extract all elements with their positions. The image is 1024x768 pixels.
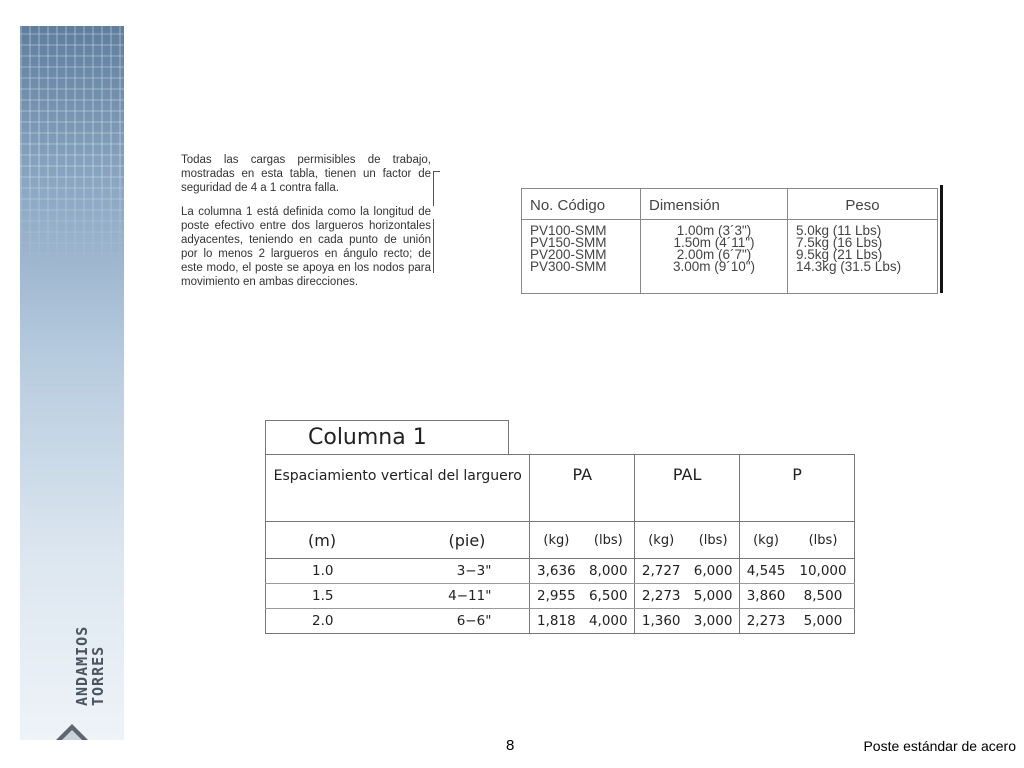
pa-kg: 2,955 xyxy=(530,584,582,609)
pa-kg: 3,636 xyxy=(530,559,582,584)
unit-lbs: (lbs) xyxy=(792,522,854,559)
unit-lbs: (lbs) xyxy=(582,522,634,559)
table-row xyxy=(266,559,855,584)
notes-paragraph-2: La columna 1 está definida como la longitud de poste efectivo entre dos largueros horizontales adyacentes, teniendo en cada punto de unión por lo menos 2 largueros en ángulo recto; de este modo, el poste se apoya en los nodos para movimiento en ambas direcciones. xyxy=(181,206,431,288)
header-code: No. Código xyxy=(522,189,641,220)
product-table xyxy=(521,188,938,294)
pal-kg: 1,360 xyxy=(641,613,681,629)
dimension-cell: 1.00m (3´3") xyxy=(676,223,752,238)
spacing-m: 1.5 xyxy=(266,584,391,609)
group-header-p: P xyxy=(740,455,855,522)
weight-cell: 7.5kg (16 Lbs) xyxy=(796,235,883,250)
unit-m: (m) xyxy=(266,522,391,559)
table-title: Columna 1 xyxy=(265,420,509,454)
weight-column xyxy=(788,220,938,294)
unit-lbs: (lbs) xyxy=(687,522,739,559)
p-lbs: 5,000 xyxy=(803,613,843,629)
spacing-pie: 6−6" xyxy=(390,609,530,634)
pal-kg: 2,273 xyxy=(635,584,687,609)
diamond-scaffold-logo-icon xyxy=(50,720,94,740)
pa-lbs: 4,000 xyxy=(582,609,634,634)
code-cell: PV150-SMM xyxy=(530,235,607,250)
table-row xyxy=(266,609,855,634)
dimension-cell: 3.00m (9´10") xyxy=(672,259,756,274)
header-dimension: Dimensión xyxy=(641,189,788,220)
load-grid xyxy=(265,454,855,634)
edge-bar xyxy=(940,185,943,293)
p-kg: 4,545 xyxy=(740,559,792,584)
header-weight: Peso xyxy=(788,189,938,220)
bracket-mark xyxy=(433,219,440,273)
dimension-cell: 1.50m (4´11") xyxy=(673,235,755,250)
p-kg: 2,273 xyxy=(746,613,786,629)
spacing-header: Espaciamiento vertical del larguero xyxy=(266,455,530,522)
spacing-pie: 4−11" xyxy=(390,584,530,609)
pal-lbs: 5,000 xyxy=(687,584,739,609)
pal-lbs: 3,000 xyxy=(687,609,739,634)
column-load-table xyxy=(265,420,855,634)
dimension-column xyxy=(641,220,788,294)
brand-wordmark xyxy=(74,626,106,706)
pa-lbs: 8,000 xyxy=(582,559,634,584)
code-column xyxy=(522,220,641,294)
footer-caption: Poste estándar de acero xyxy=(863,738,1016,754)
p-lbs: 8,500 xyxy=(792,584,854,609)
group-header-pal: PAL xyxy=(635,455,740,522)
table-row xyxy=(266,584,855,609)
pal-kg: 2,727 xyxy=(635,559,687,584)
pa-lbs: 6,500 xyxy=(582,584,634,609)
code-cell: PV300-SMM xyxy=(530,259,607,274)
pal-lbs: 6,000 xyxy=(687,559,739,584)
pa-kg: 1,818 xyxy=(537,613,576,629)
weight-cell: 9.5kg (21 Lbs) xyxy=(796,247,883,262)
spacing-m: 2.0 xyxy=(312,613,334,629)
unit-kg: (kg) xyxy=(530,522,582,559)
page-number: 8 xyxy=(506,737,515,754)
brand-line-2: TORRES xyxy=(89,645,107,706)
p-kg: 3,860 xyxy=(740,584,792,609)
scaffold-photo xyxy=(20,26,124,266)
bracket-mark xyxy=(433,171,440,206)
brand-line-1: ANDAMIOS xyxy=(73,625,91,706)
notes-paragraph-1: Todas las cargas permisibles de trabajo, mostradas en esta tabla, tienen un factor de seguridad de 4 a 1 contra falla. xyxy=(181,154,431,194)
spacing-m: 1.0 xyxy=(266,559,391,584)
code-cell: PV200-SMM xyxy=(530,247,607,262)
spacing-pie: 3−3" xyxy=(390,559,530,584)
weight-cell: 14.3kg (31.5 Lbs) xyxy=(796,259,902,274)
p-lbs: 10,000 xyxy=(792,559,854,584)
sidebar-banner xyxy=(20,26,124,740)
code-cell: PV100-SMM xyxy=(530,223,607,238)
group-header-pa: PA xyxy=(530,455,635,522)
load-notes xyxy=(181,153,431,299)
unit-kg: (kg) xyxy=(740,522,792,559)
weight-cell: 5.0kg (11 Lbs) xyxy=(796,223,882,238)
dimension-cell: 2.00m (6´7") xyxy=(676,247,752,262)
unit-kg: (kg) xyxy=(635,522,687,559)
unit-pie: (pie) xyxy=(390,522,530,559)
